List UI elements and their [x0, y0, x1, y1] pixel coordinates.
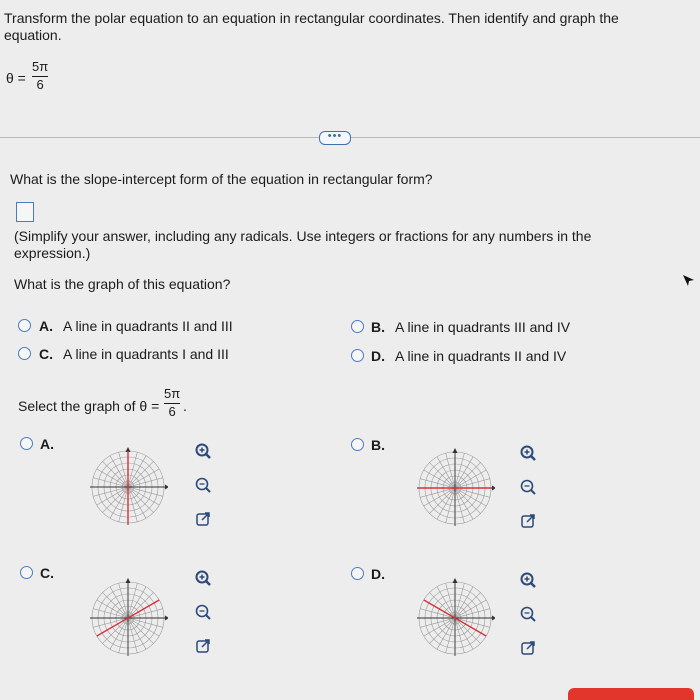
part3-denominator: 6 [168, 404, 176, 419]
equation-numerator: 5π [32, 59, 49, 74]
graph-a-radio[interactable] [20, 437, 33, 450]
x-axis-arrow [165, 616, 168, 621]
answer-input[interactable] [16, 202, 34, 222]
zoom-in-icon[interactable] [193, 568, 213, 588]
equation-fraction [32, 60, 48, 92]
graph-d-letter: D. [371, 566, 385, 582]
expand-icon[interactable] [518, 638, 538, 658]
equation-lhs: θ = [6, 70, 26, 86]
part3-prompt-prefix: Select the graph of θ = [18, 398, 160, 414]
option-a-text: A line in quadrants II and III [63, 318, 233, 334]
zoom-in-icon[interactable] [518, 443, 538, 463]
equation-denominator: 6 [36, 77, 44, 92]
graph-b-tools [518, 443, 540, 545]
part3-numerator: 5π [164, 386, 181, 401]
option-c-letter: C. [39, 346, 53, 362]
option-a-letter: A. [39, 318, 53, 334]
option-b-letter: B. [371, 319, 385, 335]
option-d-text: A line in quadrants II and IV [395, 348, 567, 364]
graph-c-polar-plot [88, 578, 168, 658]
expand-icon[interactable] [193, 636, 213, 656]
expand-icon[interactable] [193, 509, 213, 529]
graph-c-letter: C. [40, 565, 54, 581]
zoom-out-icon[interactable] [193, 602, 213, 622]
option-d-radio[interactable] [351, 349, 364, 362]
submit-button[interactable] [568, 688, 694, 700]
part1-prompt: What is the slope-intercept form of the equation in rectangular form? [10, 171, 433, 187]
graph-c-tools [193, 568, 215, 670]
option-c-text: A line in quadrants I and III [63, 346, 229, 362]
zoom-in-icon[interactable] [518, 570, 538, 590]
part1-hint: (Simplify your answer, including any radicals. Use integers or fractions for any numbers in the expression.) [14, 228, 592, 261]
question-instruction: Transform the polar equation to an equation in rectangular coordinates. Then identify and graph the equation. [4, 10, 619, 43]
graph-c-radio[interactable] [20, 566, 33, 579]
graph-a-polar-plot [88, 447, 168, 527]
graph-d-polar-plot [415, 578, 495, 658]
mouse-cursor-icon [682, 274, 696, 288]
graph-d-radio[interactable] [351, 567, 364, 580]
option-b-text: A line in quadrants III and IV [395, 319, 571, 335]
more-button[interactable]: ••• [319, 131, 351, 145]
y-axis-arrow [126, 578, 131, 583]
expand-icon[interactable] [518, 511, 538, 531]
graph-b-radio[interactable] [351, 438, 364, 451]
zoom-in-icon[interactable] [193, 441, 213, 461]
y-axis-arrow [453, 578, 458, 583]
zoom-out-icon[interactable] [518, 477, 538, 497]
graph-a-tools [193, 441, 215, 543]
graph-b-polar-plot [415, 448, 495, 528]
option-a-radio[interactable] [18, 319, 31, 332]
x-axis-arrow [492, 486, 495, 491]
graph-b-letter: B. [371, 437, 385, 453]
graph-d-tools [518, 570, 540, 672]
x-axis-arrow [492, 616, 495, 621]
part3-prompt-suffix: . [183, 398, 187, 414]
part3-fraction [164, 387, 180, 419]
graph-a-letter: A. [40, 436, 54, 452]
part2-prompt: What is the graph of this equation? [14, 276, 231, 292]
y-axis-arrow [453, 448, 458, 453]
x-axis-arrow [165, 485, 168, 490]
option-c-radio[interactable] [18, 347, 31, 360]
option-b-radio[interactable] [351, 320, 364, 333]
zoom-out-icon[interactable] [518, 604, 538, 624]
zoom-out-icon[interactable] [193, 475, 213, 495]
option-d-letter: D. [371, 348, 385, 364]
